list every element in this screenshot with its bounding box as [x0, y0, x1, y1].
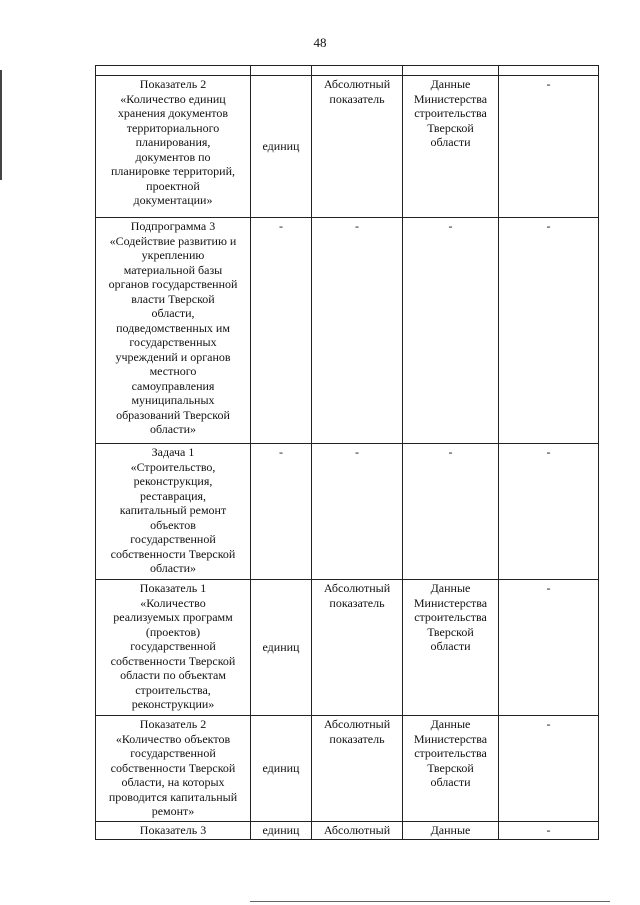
row-unit-cell: единиц: [251, 716, 312, 822]
row-source-cell: -: [403, 444, 499, 580]
row-unit-cell: единиц: [251, 76, 312, 218]
row-type-cell: -: [312, 218, 403, 444]
table-row: [96, 444, 599, 580]
row-name-cell: Показатель 2 «Количество объектов государственной собственности Тверской области, на которых проводится капитальный ремонт»: [96, 716, 251, 822]
row-source-cell: Данные Министерства строительства Тверской области: [403, 580, 499, 716]
row-source-cell: Данные Министерства строительства Тверской области: [403, 76, 499, 218]
row-name-cell: Подпрограмма 3 «Содействие развитию и укреплению материальной базы органов государственной власти Тверской области, подведомственных им государственных учреждений и органов местного самоуправления муниципальных образований Тверской области»: [96, 218, 251, 444]
bottom-rule: [250, 901, 610, 902]
row-type-cell: Абсолютный показатель: [312, 716, 403, 822]
row-type-cell: Абсолютный показатель: [312, 580, 403, 716]
row-name-cell: Показатель 3: [96, 822, 251, 840]
row-unit-cell: единиц: [251, 822, 312, 840]
row-value-cell: -: [499, 76, 599, 218]
row-value-cell: -: [499, 580, 599, 716]
table-row: [96, 218, 599, 444]
row-value-cell: -: [499, 218, 599, 444]
row-unit-cell: -: [251, 218, 312, 444]
row-name-cell: Показатель 2 «Количество единиц хранения документов территориального планирования, документов по планировке территорий, проектной документации»: [96, 76, 251, 218]
row-name-cell: Задача 1 «Строительство, реконструкция, реставрация, капитальный ремонт объектов государственной собственности Тверской области»: [96, 444, 251, 580]
table-row: [96, 716, 599, 822]
row-type-cell: Абсолютный показатель: [312, 76, 403, 218]
indicators-table: [95, 65, 599, 840]
margin-mark: [0, 70, 2, 180]
row-source-cell: -: [403, 218, 499, 444]
row-source-cell: Данные Министерства строительства Тверской области: [403, 716, 499, 822]
table-row: [96, 580, 599, 716]
row-value-cell: -: [499, 822, 599, 840]
row-source-cell: Данные: [403, 822, 499, 840]
page-number: 48: [313, 35, 327, 50]
table-row: [96, 822, 599, 840]
row-unit-cell: единиц: [251, 580, 312, 716]
row-name-cell: Показатель 1 «Количество реализуемых программ (проектов) государственной собственности Тверской области по объектам строительства, реконструкции»: [96, 580, 251, 716]
table-row: [96, 76, 599, 218]
row-type-cell: -: [312, 444, 403, 580]
row-unit-cell: -: [251, 444, 312, 580]
row-value-cell: -: [499, 444, 599, 580]
table-header-strip: [96, 66, 599, 76]
row-type-cell: Абсолютный: [312, 822, 403, 840]
row-value-cell: -: [499, 716, 599, 822]
